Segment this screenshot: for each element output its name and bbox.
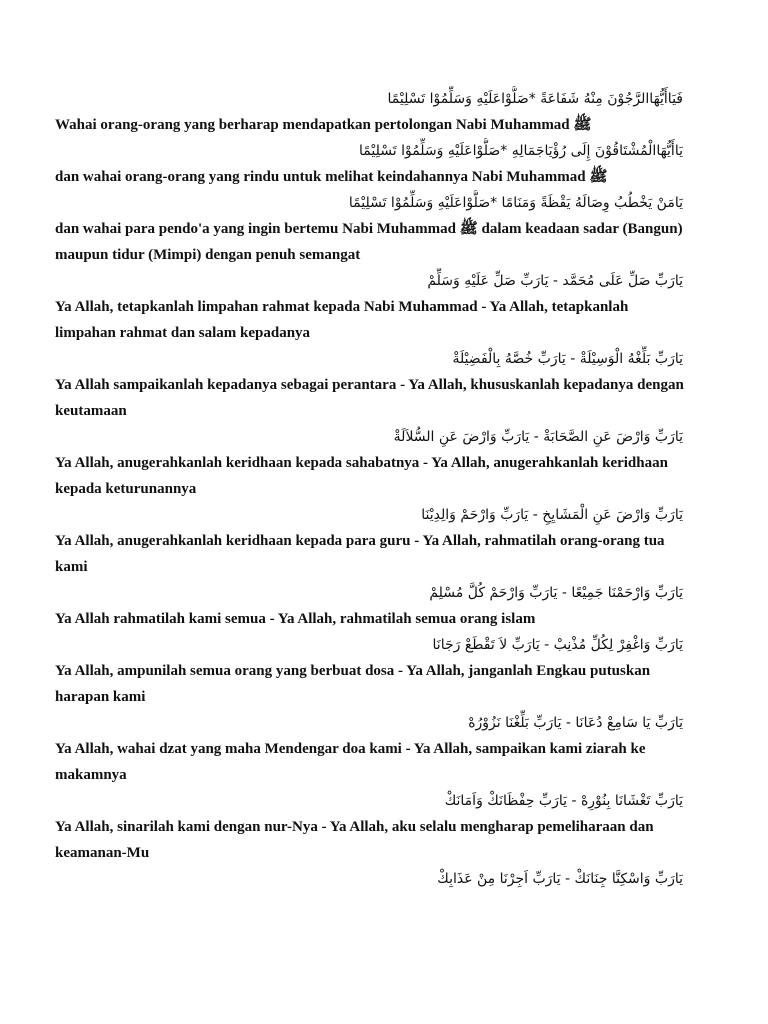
translation-1: Wahai orang-orang yang berharap mendapatkan pertolongan Nabi Muhammad ﷺ bbox=[55, 117, 592, 133]
translation-2: dan wahai orang-orang yang rindu untuk melihat keindahannya Nabi Muhammad ﷺ bbox=[55, 169, 608, 185]
translation-11: Ya Allah, sinarilah kami dengan nur-Nya - Ya Allah, aku selalu mengharap pemeliharaan dan keamanan-Mu bbox=[55, 819, 654, 861]
arabic-verse-9: يَارَبِّ وَاغْفِرْ لِكُلِّ مُذْنِبْ - يَارَبِّ لاَ تَقْطَعْ رَجَانَا bbox=[432, 637, 683, 653]
arabic-verse-2: يَاأَيُّهَاالْمُشْتَاقُوْنَ إِلَى رُؤْيَاجَمَالِهِ *صَلُّوْاعَلَيْهِ وَسَلِّمُوْا تَسْلِيْمًا bbox=[359, 143, 683, 159]
arabic-verse-4: يَارَبِّ صَلِّ عَلَى مُحَمَّد - يَارَبِّ صَلِّ عَلَيْهِ وَسَلِّمْ bbox=[427, 273, 683, 289]
arabic-verse-3: يَامَنْ يَخْطُبُ وِصَالَهُ يَقْظَةً وَمَنَامًا *صَلُّوْاعَلَيْهِ وَسَلِّمُوْا تَسْلِيْمًا bbox=[348, 195, 683, 211]
translation-10: Ya Allah, wahai dzat yang maha Mendengar doa kami - Ya Allah, sampaikan kami ziarah ke makamnya bbox=[55, 741, 646, 783]
translation-7: Ya Allah, anugerahkanlah keridhaan kepada para guru - Ya Allah, rahmatilah orang-orang tua kami bbox=[55, 533, 665, 575]
translation-9: Ya Allah, ampunilah semua orang yang berbuat dosa - Ya Allah, janganlah Engkau putuskan harapan kami bbox=[55, 663, 651, 705]
arabic-verse-7: يَارَبِّ وَارْضَ عَنِ الْمَشَايِخِ - يَارَبِّ وَارْحَمْ وَالِدِيْنَا bbox=[421, 507, 683, 523]
arabic-verse-5: يَارَبِّ بَلِّغْهُ الْوَسِيْلَةْ - يَارَبِّ خُصَّهُ بِالْفَضِيْلَةْ bbox=[452, 351, 683, 367]
arabic-verse-12: يَارَبِّ وَاسْكِنَّا جِنَانَكْ - يَارَبِّ اَجِرْنَا مِنْ عَذَابِكْ bbox=[437, 871, 683, 887]
document-page bbox=[55, 86, 685, 892]
translation-5: Ya Allah sampaikanlah kepadanya sebagai perantara - Ya Allah, khususkanlah kepadanya dengan keutamaan bbox=[55, 377, 684, 419]
translation-3: dan wahai para pendo'a yang ingin bertemu Nabi Muhammad ﷺ dalam keadaan sadar (Bangun) maupun tidur (Mimpi) dengan penuh semangat bbox=[55, 221, 683, 263]
arabic-verse-1: فَيَاأَيُّهَاالرَّجُوْنَ مِنْهُ شَفَاعَةً *صَلُّوْاعَلَيْهِ وَسَلِّمُوْا تَسْلِيْمًا bbox=[387, 91, 683, 107]
arabic-verse-6: يَارَبِّ وَارْضَ عَنِ الصَّحَابَةْ - يَارَبِّ وَارْضَ عَنِ السُّلاَلَةْ bbox=[393, 429, 683, 445]
translation-6: Ya Allah, anugerahkanlah keridhaan kepada sahabatnya - Ya Allah, anugerahkanlah keridhaan kepada keturunannya bbox=[55, 455, 668, 497]
arabic-verse-8: يَارَبِّ وَارْحَمْنَا جَمِيْعًا - يَارَبِّ وَارْحَمْ كُلَّ مُسْلِمْ bbox=[429, 585, 683, 601]
arabic-verse-10: يَارَبِّ يَا سَامِعْ دُعَانَا - يَارَبِّ بَلِّغْنَا نَزُوْرُهْ bbox=[468, 715, 683, 731]
arabic-verse-11: يَارَبِّ تَغْشَانَا بِنُوْرِهْ - يَارَبِّ حِفْظَانَكْ وَاَمَانَكْ bbox=[444, 793, 683, 809]
translation-4: Ya Allah, tetapkanlah limpahan rahmat kepada Nabi Muhammad - Ya Allah, tetapkanlah limpahan rahmat dan salam kepadanya bbox=[55, 299, 629, 341]
translation-8: Ya Allah rahmatilah kami semua - Ya Allah, rahmatilah semua orang islam bbox=[55, 611, 536, 627]
